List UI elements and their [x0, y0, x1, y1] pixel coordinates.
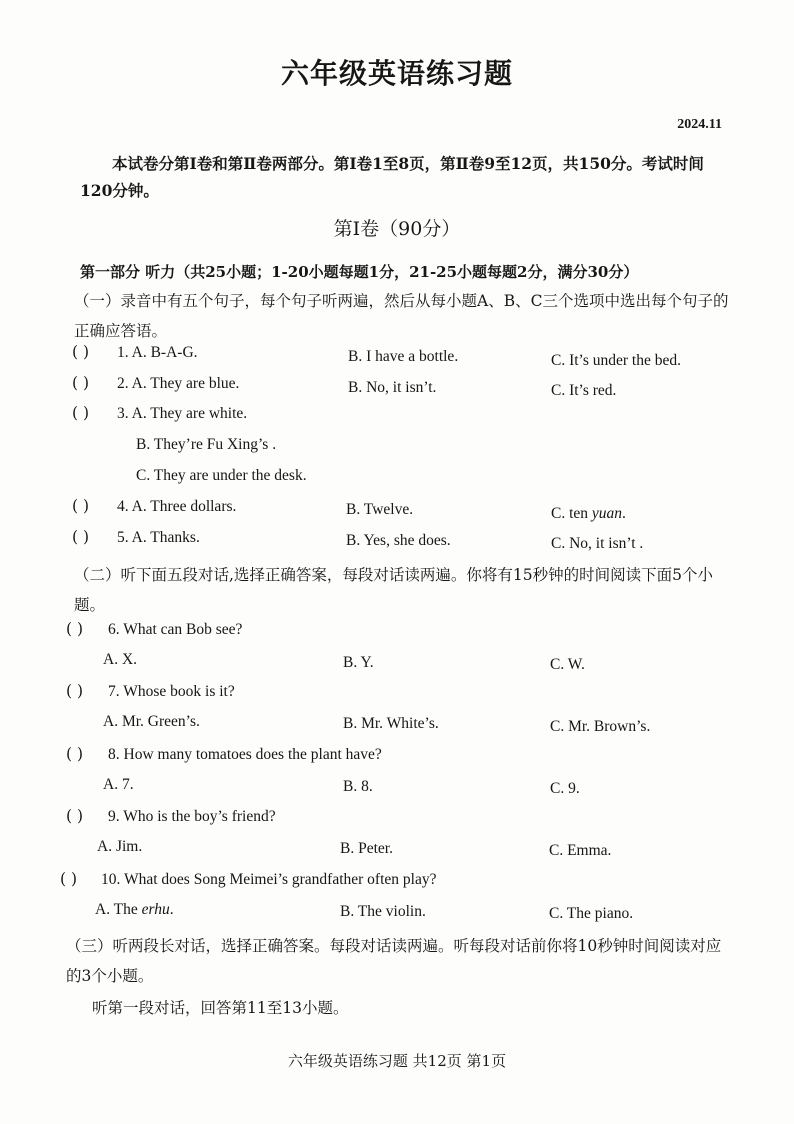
answer-blank-2[interactable]: ( ): [72, 374, 90, 392]
q4-option-c: C. ten yuan.: [551, 505, 626, 522]
q9-option-b: B. Peter.: [340, 840, 393, 857]
answer-blank-3[interactable]: ( ): [72, 404, 90, 422]
q8-option-b: B. 8.: [343, 778, 373, 795]
answer-blank-4[interactable]: ( ): [72, 497, 90, 515]
q7-option-c: C. Mr. Brown’s.: [550, 718, 651, 735]
q8-option-a: A. 7.: [103, 776, 134, 793]
q3-option-a: 3. A. They are white.: [117, 405, 248, 422]
page-footer: 六年级英语练习题 共12页 第1页: [287, 1052, 507, 1070]
volume-heading: 第Ⅰ卷（90分）: [333, 218, 461, 240]
q9-option-a: A. Jim.: [97, 838, 143, 855]
answer-blank-9[interactable]: ( ): [66, 807, 84, 825]
q6-option-c: C. W.: [550, 656, 585, 673]
q6-stem: 6. What can Bob see?: [108, 621, 243, 638]
section2-instructions: （二）听下面五段对话,选择正确答案，每段对话读两遍。你将有15秒钟的时间阅读下面5个小题。: [74, 566, 714, 614]
q9-option-c: C. Emma.: [549, 842, 612, 859]
q8-stem: 8. How many tomatoes does the plant have?: [108, 746, 382, 763]
q10-option-a: A. The erhu.: [95, 901, 174, 918]
q10-option-b: B. The violin.: [340, 903, 426, 920]
page-title: 六年级英语练习题: [280, 57, 513, 90]
q7-option-a: A. Mr. Green’s.: [103, 713, 200, 730]
answer-blank-6[interactable]: ( ): [66, 620, 84, 638]
section3-subheading: 听第一段对话，回答第11至13小题。: [92, 999, 349, 1017]
section3-instructions: （三）听两段长对话，选择正确答案。每段对话读两遍。听每段对话前你将10秒钟时间阅读对应的3个小题。: [66, 937, 722, 985]
q2-option-c: C. It’s red.: [551, 382, 617, 399]
intro-paragraph: 本试卷分第Ⅰ卷和第Ⅱ卷两部分。第Ⅰ卷1至8页，第Ⅱ卷9至12页，共150分。考试时间120分钟。: [80, 154, 704, 200]
q6-option-b: B. Y.: [343, 654, 374, 671]
answer-blank-1[interactable]: ( ): [72, 343, 90, 361]
q7-option-b: B. Mr. White’s.: [343, 715, 439, 732]
section1-instructions: （一）录音中有五个句子，每个句子听两遍，然后从每小题A、B、C三个选项中选出每个句子的正确应答语。: [74, 292, 729, 340]
answer-blank-10[interactable]: ( ): [60, 870, 78, 888]
q1-option-a: 1. A. B-A-G.: [117, 344, 198, 361]
exam-date: 2024.11: [677, 117, 722, 132]
q2-option-b: B. No, it isn’t.: [348, 379, 437, 396]
q3-option-c: C. They are under the desk.: [136, 467, 307, 484]
q6-option-a: A. X.: [103, 651, 138, 668]
q10-stem: 10. What does Song Meimei’s grandfather often play?: [101, 871, 437, 888]
q5-option-b: B. Yes, she does.: [346, 532, 451, 549]
q5-option-c: C. No, it isn’t .: [551, 535, 644, 552]
q10-option-c: C. The piano.: [549, 905, 634, 922]
q2-option-a: 2. A. They are blue.: [117, 375, 240, 392]
q7-stem: 7. Whose book is it?: [108, 683, 235, 700]
q1-option-c: C. It’s under the bed.: [551, 352, 682, 369]
q3-option-b: B. They’re Fu Xing’s .: [136, 436, 277, 453]
q4-option-b: B. Twelve.: [346, 501, 414, 518]
answer-blank-5[interactable]: ( ): [72, 528, 90, 546]
part1-heading: 第一部分 听力（共25小题；1-20小题每题1分，21-25小题每题2分，满分30分）: [80, 263, 639, 281]
answer-blank-7[interactable]: ( ): [66, 682, 84, 700]
q4-option-a: 4. A. Three dollars.: [117, 498, 237, 515]
q8-option-c: C. 9.: [550, 780, 580, 797]
answer-blank-8[interactable]: ( ): [66, 745, 84, 763]
q1-option-b: B. I have a bottle.: [348, 348, 459, 365]
q9-stem: 9. Who is the boy’s friend?: [108, 808, 276, 825]
q5-option-a: 5. A. Thanks.: [117, 529, 200, 546]
